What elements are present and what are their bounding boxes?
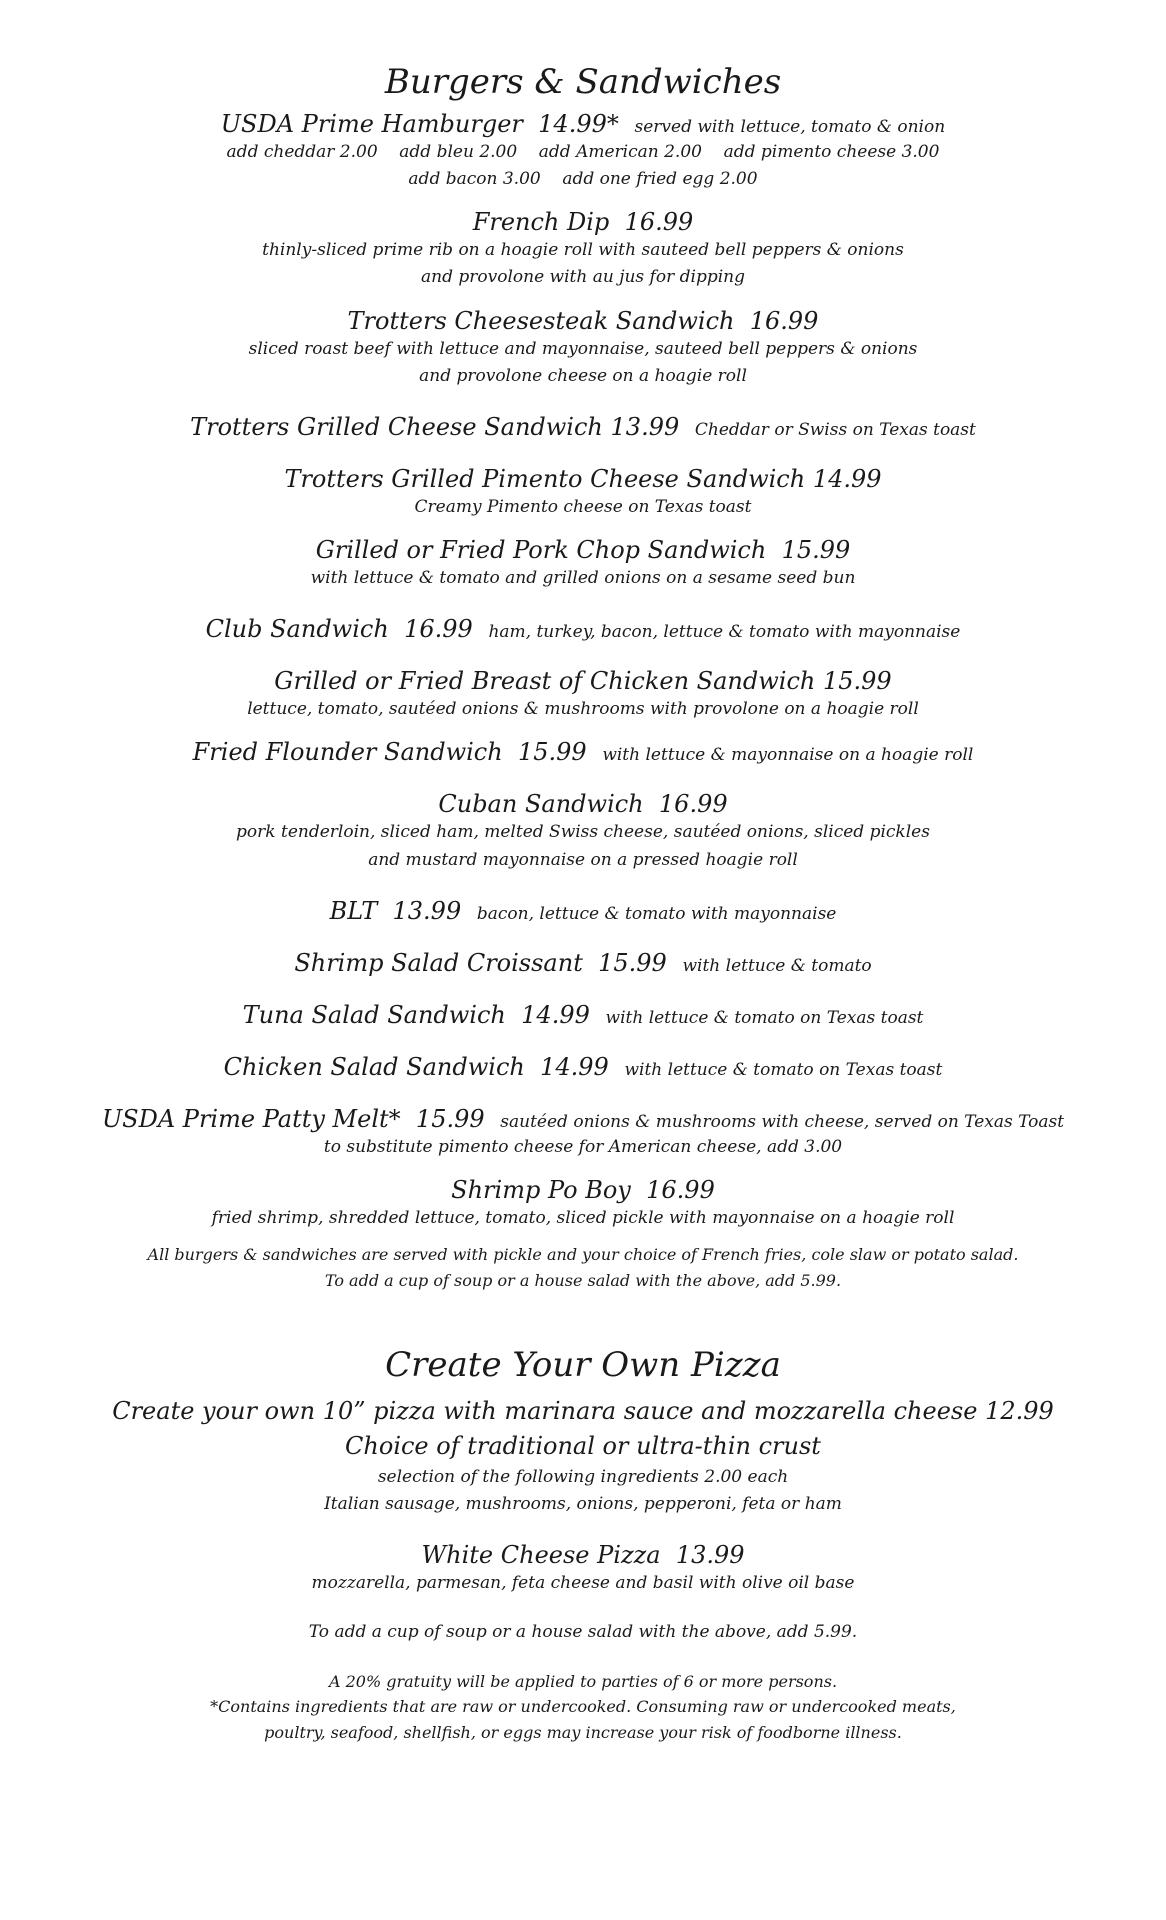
menu-item-white-pizza: [0, 1540, 1166, 1597]
item-price: 14.99*: [538, 109, 619, 138]
item-name: Shrimp Salad Croissant: [294, 948, 583, 977]
item-desc: Cheddar or Swiss on Texas toast: [694, 419, 976, 440]
item-name: French Dip: [472, 208, 610, 237]
gratuity-note: A 20% gratuity will be applied to parties of 6 or more persons.: [328, 1671, 838, 1691]
item-desc: Creamy Pimento cheese on Texas toast: [414, 496, 752, 517]
pizza-ingredients: Italian sausage, mushrooms, onions, pepperoni, feta or ham: [324, 1494, 842, 1514]
menu-item-hamburger: [0, 109, 1166, 193]
item-desc: ham, turkey, bacon, lettuce & tomato with mayonnaise: [488, 622, 961, 643]
item-name: Trotters Grilled Cheese Sandwich: [190, 412, 603, 441]
pizza-addon-note: To add a cup of soup or a house salad with the above, add 5.99.: [308, 1622, 858, 1643]
menu-item-cheesesteak: [0, 306, 1166, 390]
item-desc: fried shrimp, shredded lettuce, tomato, sliced pickle with mayonnaise on a hoagie roll: [211, 1208, 955, 1229]
item-price: 16.99: [624, 208, 694, 237]
menu-item-blt: [0, 896, 1166, 926]
item-price: 15.99: [781, 536, 851, 565]
item-name: Cuban Sandwich: [438, 790, 644, 819]
item-price: 14.99: [812, 464, 882, 493]
menu-item-cuban: [0, 789, 1166, 873]
item-desc: pork tenderloin, sliced ham, melted Swiss cheese, sautéed onions, sliced pickles: [236, 822, 930, 843]
pizza-intro: Create your own 10” pizza with marinara sauce and mozzarella cheese 12.99: [112, 1397, 1054, 1426]
menu-item-french-dip: [0, 207, 1166, 291]
item-desc: with lettuce & mayonnaise on a hoagie roll: [602, 745, 974, 766]
item-price: 13.99: [610, 412, 680, 441]
item-desc: and provolone with au jus for dipping: [421, 267, 745, 288]
menu-item-patty-melt: [0, 1104, 1166, 1161]
section-title-pizza: Create Your Own Pizza: [385, 1345, 781, 1386]
item-price: 16.99: [404, 615, 473, 644]
consumer-advisory: *Contains ingredients that are raw or undercooked. Consuming raw or undercooked meats,: [210, 1697, 956, 1717]
item-desc: with lettuce & tomato and grilled onions on a sesame seed bun: [310, 568, 856, 589]
item-price: 15.99: [415, 1104, 485, 1133]
section-title-burgers: Burgers & Sandwiches: [384, 62, 782, 102]
item-desc: sliced roast beef with lettuce and mayonnaise, sauteed bell peppers & onions: [248, 338, 918, 359]
menu-item-chicken-salad: [0, 1052, 1166, 1082]
item-name: White Cheese Pizza: [421, 1541, 661, 1570]
menu-item-chicken-breast: [0, 666, 1166, 723]
item-desc: and mustard mayonnaise on a pressed hoagie roll: [368, 849, 798, 870]
item-desc: and provolone cheese on a hoagie roll: [419, 365, 747, 386]
item-name: Chicken Salad Sandwich: [223, 1052, 525, 1081]
item-name: Trotters Cheesesteak Sandwich: [347, 306, 735, 335]
item-name: Club Sandwich: [205, 615, 389, 644]
item-price: 14.99: [540, 1052, 609, 1081]
item-desc: with lettuce & tomato on Texas toast: [624, 1059, 943, 1080]
item-desc: with lettuce & tomato: [682, 955, 872, 976]
section-footer-note: All burgers & sandwiches are served with pickle and your choice of French fries, cole slaw or potato salad.: [147, 1245, 1019, 1265]
item-desc: lettuce, tomato, sautéed onions & mushrooms with provolone on a hoagie roll: [247, 699, 919, 720]
menu-item-shrimp-croissant: [0, 948, 1166, 978]
item-desc: mozzarella, parmesan, feta cheese and basil with olive oil base: [311, 1573, 855, 1594]
item-desc: sautéed onions & mushrooms with cheese, served on Texas Toast: [500, 1111, 1065, 1132]
menu-item-tuna: [0, 1000, 1166, 1030]
item-price: 13.99: [392, 896, 462, 925]
item-desc: served with lettuce, tomato & onion: [634, 116, 946, 137]
item-name: Grilled or Fried Breast of Chicken Sandwich: [274, 667, 816, 696]
item-price: 15.99: [822, 667, 892, 696]
item-price: 13.99: [675, 1541, 745, 1570]
item-price: 15.99: [598, 948, 667, 977]
section-footer-note: To add a cup of soup or a house salad with the above, add 5.99.: [324, 1270, 842, 1290]
menu-item-po-boy: [0, 1175, 1166, 1232]
item-addons: add bacon 3.00 add one fried egg 2.00: [408, 168, 758, 189]
item-price: 16.99: [646, 1176, 715, 1205]
menu-item-pork-chop: [0, 535, 1166, 592]
menu-item-club: [0, 614, 1166, 644]
item-name: USDA Prime Patty Melt*: [101, 1104, 401, 1133]
item-name: Shrimp Po Boy: [451, 1176, 631, 1205]
item-desc: with lettuce & tomato on Texas toast: [605, 1007, 924, 1028]
item-name: Grilled or Fried Pork Chop Sandwich: [315, 536, 767, 565]
item-name: USDA Prime Hamburger: [220, 109, 523, 138]
pizza-crust: Choice of traditional or ultra-thin crust: [345, 1432, 821, 1461]
item-name: Tuna Salad Sandwich: [242, 1000, 506, 1029]
menu-item-pimento-cheese: [0, 464, 1166, 521]
item-addons: add cheddar 2.00 add bleu 2.00 add American 2.00 add pimento cheese 3.00: [226, 141, 940, 162]
consumer-advisory: poultry, seafood, shellfish, or eggs may increase your risk of foodborne illness.: [264, 1722, 902, 1742]
item-desc: bacon, lettuce & tomato with mayonnaise: [476, 903, 837, 924]
item-name: BLT: [329, 896, 378, 925]
item-price: 15.99: [517, 738, 587, 767]
menu-item-grilled-cheese: [0, 412, 1166, 442]
item-price: 16.99: [658, 790, 728, 819]
item-price: 16.99: [749, 306, 819, 335]
item-desc: thinly-sliced prime rib on a hoagie roll with sauteed bell peppers & onions: [262, 240, 904, 261]
item-price: 14.99: [521, 1000, 590, 1029]
menu-item-flounder: [0, 737, 1166, 767]
pizza-selection: selection of the following ingredients 2.00 each: [377, 1466, 789, 1487]
item-name: Fried Flounder Sandwich: [192, 738, 503, 767]
item-desc: to substitute pimento cheese for American cheese, add 3.00: [323, 1136, 843, 1157]
item-name: Trotters Grilled Pimento Cheese Sandwich: [284, 464, 806, 493]
